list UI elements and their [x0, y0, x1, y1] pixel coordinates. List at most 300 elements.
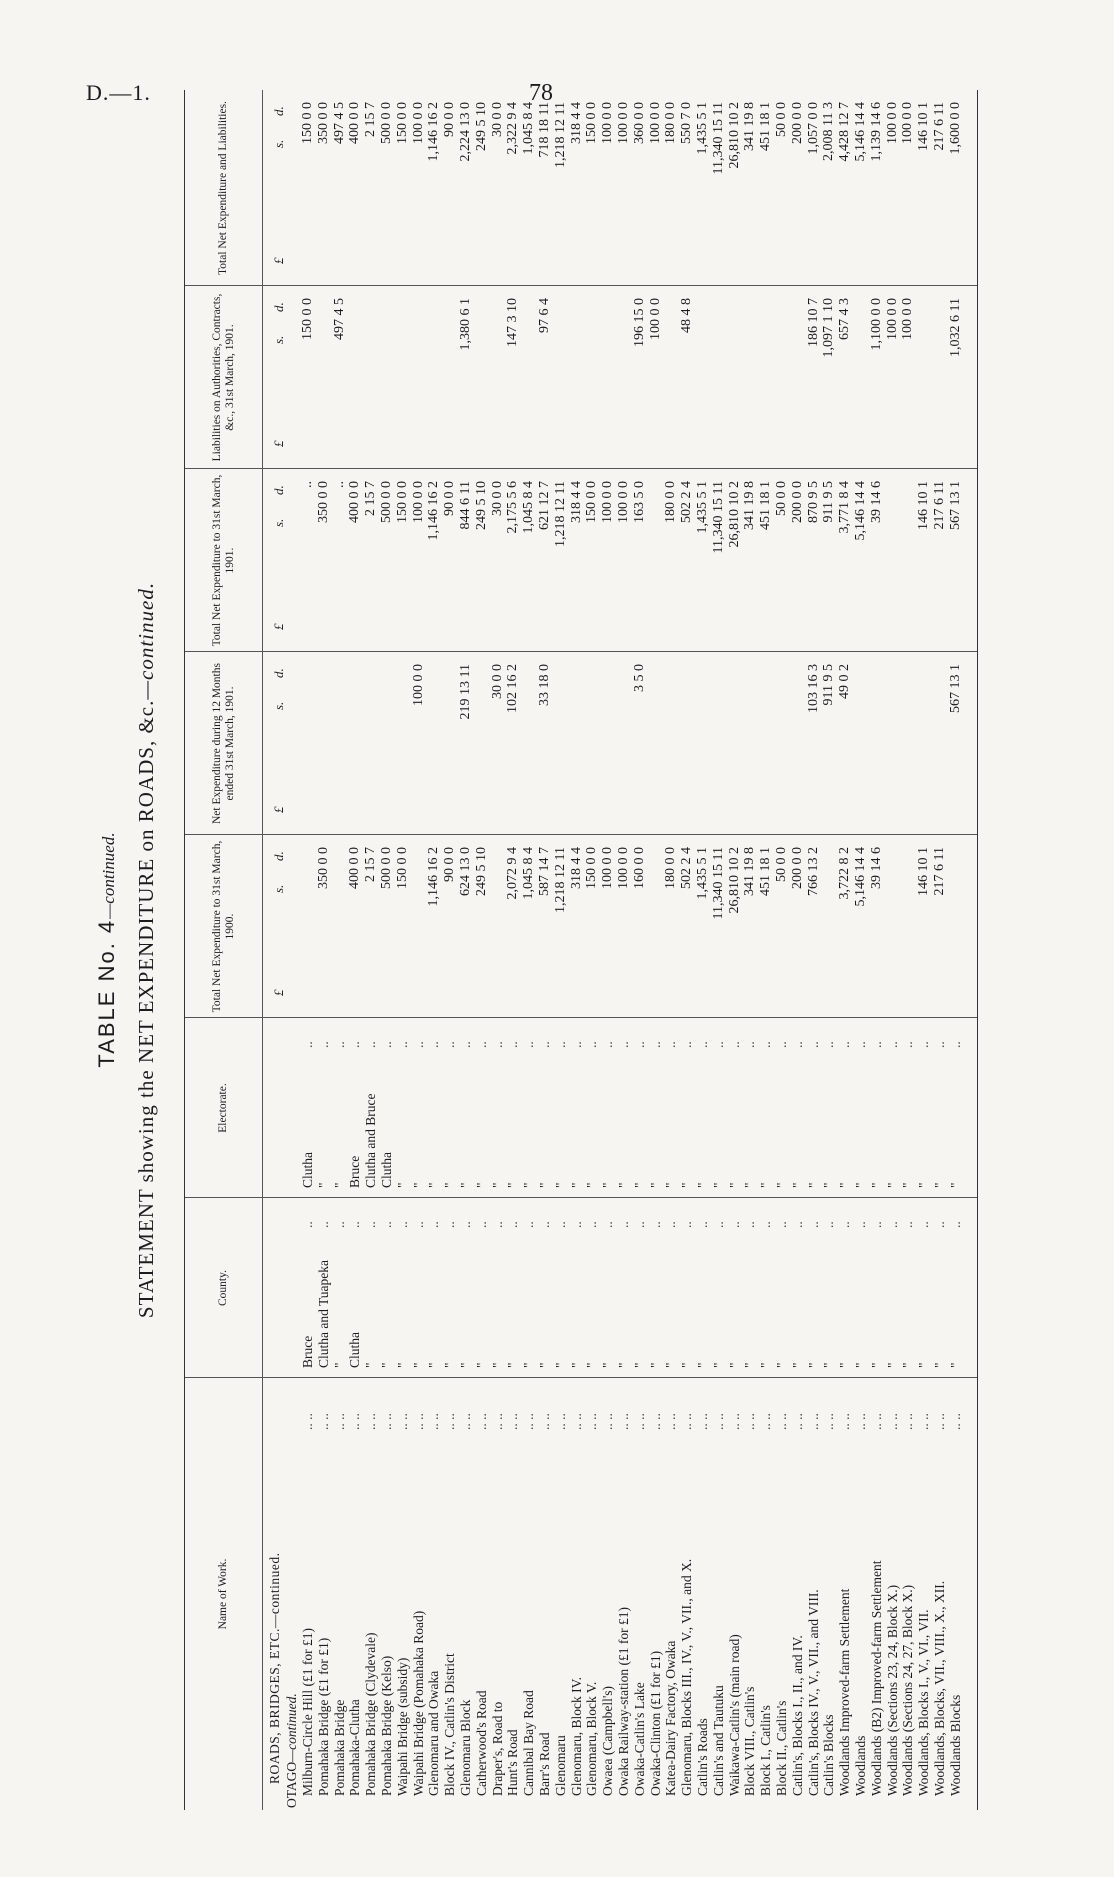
value-c5: 718 18 11 [537, 102, 552, 158]
leader-dots: .. [426, 1221, 442, 1228]
county: " [663, 1362, 679, 1368]
section-heading: ROADS, BRIDGES, ETC.—continued. [267, 1552, 282, 1784]
unit-pence-c3: d. [271, 485, 286, 495]
leader-dots: .. [331, 1221, 347, 1228]
value-c4: 100 0 0 [647, 298, 663, 340]
electorate: " [679, 1182, 695, 1188]
value-c1: 1,218 12 11 [552, 847, 568, 913]
table-statement: STATEMENT showing the NET EXPENDITURE on ROADS, &c.—continued. [134, 581, 158, 1319]
work-name: Block VIII., Catlin's [742, 1686, 758, 1796]
leader-dots: .. [821, 1221, 837, 1228]
value-c1: 2,072 9 4 [505, 847, 521, 900]
leader-dots: .. .. [647, 1413, 663, 1430]
work-name: Owaka-Catlin's Lake [631, 1682, 647, 1796]
leader-dots: .. [679, 1221, 695, 1228]
value-c1: 5,146 14 4 [853, 847, 868, 907]
leader-dots: .. .. [315, 1413, 331, 1430]
county: " [537, 1362, 552, 1368]
header-exp-12-months: Net Expenditure during 12 Months ended 31st March, 1901. [185, 652, 263, 835]
value-c5: 2 15 7 [363, 102, 379, 137]
work-name: Woodlands (Sections 23, 24, Block X.) [884, 1584, 900, 1796]
value-c1: 50 0 0 [774, 847, 789, 882]
value-c3: 90 0 0 [442, 481, 458, 516]
work-name: Waikawa-Catlin's (main road) [726, 1634, 742, 1796]
value-c1: 587 14 7 [537, 847, 552, 896]
value-c1: 100 0 0 [600, 847, 616, 889]
electorate: " [631, 1182, 647, 1188]
leader-dots: .. [647, 1221, 663, 1228]
work-name: Pomahaka Bridge (Clydevale) [363, 1632, 379, 1796]
county: " [837, 1362, 853, 1368]
value-c4: 1,380 6 1 [458, 298, 473, 351]
work-name: Katea-Dairy Factory, Owaka [663, 1640, 679, 1796]
value-c3: 30 0 0 [489, 481, 505, 516]
work-name: Owaka Railway-station (£1 for £1) [616, 1607, 631, 1796]
county: " [600, 1362, 616, 1368]
county: " [647, 1362, 663, 1368]
county: " [473, 1362, 489, 1368]
value-c1: 341 19 8 [742, 847, 758, 896]
value-c3: .. [300, 481, 315, 488]
unit-shillings-c1: s. [271, 884, 286, 893]
unit-pound-c1: £ [271, 989, 286, 996]
leader-dots: .. [679, 1041, 695, 1048]
value-c3: 341 19 8 [742, 481, 758, 530]
leader-dots: .. [410, 1041, 426, 1048]
value-c4: 147 3 10 [505, 298, 521, 347]
electorate: " [521, 1182, 537, 1188]
county: " [947, 1362, 963, 1368]
leader-dots: .. .. [473, 1413, 489, 1430]
value-c3: 217 6 11 [932, 481, 947, 530]
value-c2: 911 9 5 [821, 664, 837, 706]
electorate: " [568, 1182, 584, 1188]
work-name: Owaka-Clinton (£1 for £1) [647, 1650, 663, 1796]
unit-shillings-c5: s. [271, 139, 286, 148]
leader-dots: .. [868, 1041, 884, 1048]
value-c5: 550 7 0 [679, 102, 695, 144]
leader-dots: .. .. [695, 1413, 710, 1430]
value-c3: 1,435 5 1 [695, 481, 710, 534]
unit-pound-c4: £ [271, 440, 286, 447]
work-name: Block II., Catlin's [774, 1700, 789, 1796]
county: Clutha and Tuapeka [315, 1260, 331, 1368]
leader-dots: .. .. [821, 1413, 837, 1430]
leader-dots: .. .. [726, 1413, 742, 1430]
county: " [868, 1362, 884, 1368]
county: " [742, 1362, 758, 1368]
leader-dots: .. [600, 1041, 616, 1048]
leader-dots: .. .. [458, 1413, 473, 1430]
work-name: Cannibal Bay Road [521, 1690, 537, 1796]
work-name: Glenomaru and Owaka [426, 1670, 442, 1796]
leader-dots: .. [315, 1221, 331, 1228]
value-c3: 200 0 0 [789, 481, 805, 523]
unit-pence-c2: d. [271, 668, 286, 678]
work-name: Catlin's and Tautuku [710, 1685, 726, 1796]
value-c1: 1,146 16 2 [426, 847, 442, 907]
county: " [805, 1362, 821, 1368]
value-c5: 2,224 13 0 [458, 102, 473, 162]
value-c1: 180 0 0 [663, 847, 679, 889]
work-name: Woodlands Improved-farm Settlement [837, 1588, 853, 1796]
county: " [410, 1362, 426, 1368]
work-name: Owaea (Campbell's) [600, 1685, 616, 1796]
electorate: " [742, 1182, 758, 1188]
value-c3: 11,340 15 11 [710, 481, 726, 554]
leader-dots: .. [616, 1221, 631, 1228]
section-district: OTAGO—continued. [284, 1693, 299, 1808]
value-c3: 1,218 12 11 [552, 481, 568, 547]
leader-dots: .. [473, 1041, 489, 1048]
leader-dots: .. [695, 1221, 710, 1228]
value-c4: 48 4 8 [679, 298, 695, 333]
value-c3: 100 0 0 [410, 481, 426, 523]
work-name: Glenomaru, Block V. [584, 1681, 600, 1796]
work-name: Pomahaka Bridge (Kelso) [379, 1655, 394, 1796]
leader-dots: .. [505, 1221, 521, 1228]
electorate: " [821, 1182, 837, 1188]
work-name: Draper's, Road to [489, 1701, 505, 1796]
value-c1: 350 0 0 [315, 847, 331, 889]
value-c5: 180 0 0 [663, 102, 679, 144]
leader-dots: .. [884, 1221, 900, 1228]
leader-dots: .. [726, 1041, 742, 1048]
leader-dots: .. .. [663, 1413, 679, 1430]
electorate: " [647, 1182, 663, 1188]
value-c1: 766 13 2 [805, 847, 821, 896]
value-c1: 100 0 0 [616, 847, 631, 889]
leader-dots: .. [379, 1041, 394, 1048]
work-name: Waipahi Bridge (subsidy) [394, 1657, 410, 1796]
value-c1: 1,435 5 1 [695, 847, 710, 900]
unit-pound-c5: £ [271, 257, 286, 264]
leader-dots: .. [394, 1041, 410, 1048]
value-c2: 30 0 0 [489, 664, 505, 699]
unit-pence-c5: d. [271, 106, 286, 116]
value-c3: .. [331, 481, 347, 488]
county: " [505, 1362, 521, 1368]
leader-dots: .. [932, 1041, 947, 1048]
unit-pound-c2: £ [271, 806, 286, 813]
leader-dots: .. [442, 1221, 458, 1228]
electorate: " [442, 1182, 458, 1188]
value-c5: 100 0 0 [900, 102, 916, 144]
value-c3: 451 18 1 [758, 481, 774, 530]
leader-dots: .. [489, 1041, 505, 1048]
electorate: " [458, 1182, 473, 1188]
county: " [379, 1362, 394, 1368]
leader-dots: .. .. [947, 1413, 963, 1430]
value-c1: 26,810 10 2 [726, 847, 742, 914]
value-c5: 1,600 0 0 [947, 102, 963, 155]
work-name: Glenomaru [552, 1735, 568, 1796]
header-liabilities: Liabilities on Authorities, Contracts, &c., 31st March, 1901. [185, 286, 263, 469]
value-c5: 4,428 12 7 [837, 102, 853, 162]
leader-dots: .. [947, 1041, 963, 1048]
electorate: " [315, 1182, 331, 1188]
value-c5: 100 0 0 [616, 102, 631, 144]
value-c4: 1,032 6 11 [947, 298, 963, 357]
leader-dots: .. .. [932, 1413, 947, 1430]
electorate: Clutha and Bruce [363, 1093, 379, 1188]
value-c1: 400 0 0 [347, 847, 363, 889]
value-c5: 5,146 14 4 [853, 102, 868, 162]
leader-dots: .. [631, 1041, 647, 1048]
leader-dots: .. .. [442, 1413, 458, 1430]
work-name: Glenomaru Block [458, 1699, 473, 1796]
leader-dots: .. .. [363, 1413, 379, 1430]
value-c4: 1,097 1 10 [821, 298, 837, 358]
county: " [458, 1362, 473, 1368]
value-c1: 502 2 4 [679, 847, 695, 889]
value-c5: 217 6 11 [932, 102, 947, 151]
electorate: " [947, 1182, 963, 1188]
value-c3: 100 0 0 [616, 481, 631, 523]
value-c3: 502 2 4 [679, 481, 695, 523]
leader-dots: .. [695, 1041, 710, 1048]
county: " [426, 1362, 442, 1368]
value-c3: 50 0 0 [774, 481, 789, 516]
value-c3: 249 5 10 [473, 481, 489, 530]
leader-dots: .. [663, 1221, 679, 1228]
county: " [853, 1362, 868, 1368]
electorate: " [616, 1182, 631, 1188]
leader-dots: .. [505, 1041, 521, 1048]
county: " [679, 1362, 695, 1368]
value-c1: 217 6 11 [932, 847, 947, 896]
electorate: " [552, 1182, 568, 1188]
value-c5: 497 4 5 [331, 102, 347, 144]
electorate: " [695, 1182, 710, 1188]
leader-dots: .. .. [805, 1413, 821, 1430]
work-name: Pomahaka Bridge [331, 1699, 347, 1796]
electorate: " [789, 1182, 805, 1188]
county: " [932, 1362, 947, 1368]
county: " [521, 1362, 537, 1368]
value-c3: 400 0 0 [347, 481, 363, 523]
value-c4: 100 0 0 [884, 298, 900, 340]
value-c4: 150 0 0 [300, 298, 315, 340]
value-c3: 180 0 0 [663, 481, 679, 523]
electorate: " [805, 1182, 821, 1188]
leader-dots: .. [916, 1221, 932, 1228]
value-c5: 1,139 14 6 [868, 102, 884, 162]
leader-dots: .. [331, 1041, 347, 1048]
electorate: Bruce [347, 1155, 363, 1188]
leader-dots: .. [710, 1221, 726, 1228]
work-name: Milburn-Circle Hill (£1 for £1) [300, 1628, 315, 1796]
leader-dots: .. .. [505, 1413, 521, 1430]
value-c2: 3 5 0 [631, 664, 647, 692]
county: " [774, 1362, 789, 1368]
electorate: " [774, 1182, 789, 1188]
page-code: D.—1. [86, 80, 151, 105]
expenditure-table [184, 90, 978, 1810]
value-c3: 150 0 0 [394, 481, 410, 523]
county: " [916, 1362, 932, 1368]
unit-shillings-c2: s. [271, 701, 286, 710]
work-name: Catlin's Blocks [821, 1714, 837, 1796]
value-c1: 200 0 0 [789, 847, 805, 889]
electorate: " [537, 1182, 552, 1188]
leader-dots: .. [663, 1041, 679, 1048]
leader-dots: .. [758, 1221, 774, 1228]
value-c5: 90 0 0 [442, 102, 458, 137]
county: " [695, 1362, 710, 1368]
value-c2: 100 0 0 [410, 664, 426, 706]
leader-dots: .. [521, 1221, 537, 1228]
leader-dots: .. .. [410, 1413, 426, 1430]
leader-dots: .. .. [774, 1413, 789, 1430]
value-c4: 657 4 3 [837, 298, 853, 340]
col-exp-12-months [185, 651, 977, 835]
value-c1: 90 0 0 [442, 847, 458, 882]
leader-dots: .. [521, 1041, 537, 1048]
page-number: 78 [529, 80, 553, 106]
value-c5: 318 4 4 [568, 102, 584, 144]
value-c3: 1,146 16 2 [426, 481, 442, 541]
value-c3: 844 6 11 [458, 481, 473, 530]
leader-dots: .. [853, 1221, 868, 1228]
leader-dots: .. [584, 1041, 600, 1048]
value-c3: 100 0 0 [600, 481, 616, 523]
leader-dots: .. [900, 1221, 916, 1228]
work-name: Catlin's, Blocks I., II., and IV. [789, 1635, 805, 1796]
value-c5: 1,435 5 1 [695, 102, 710, 155]
electorate: " [489, 1182, 505, 1188]
value-c3: 500 0 0 [379, 481, 394, 523]
work-name: Block I., Catlin's [758, 1705, 774, 1796]
value-c5: 100 0 0 [410, 102, 426, 144]
county: " [710, 1362, 726, 1368]
county: " [884, 1362, 900, 1368]
leader-dots: .. .. [426, 1413, 442, 1430]
leader-dots: .. [789, 1041, 805, 1048]
leader-dots: .. .. [489, 1413, 505, 1430]
value-c4: 186 10 7 [805, 298, 821, 347]
leader-dots: .. [300, 1221, 315, 1228]
value-c3: 150 0 0 [584, 481, 600, 523]
leader-dots: .. [616, 1041, 631, 1048]
unit-pence-c1: d. [271, 851, 286, 861]
leader-dots: .. [552, 1221, 568, 1228]
leader-dots: .. [884, 1041, 900, 1048]
value-c5: 50 0 0 [774, 102, 789, 137]
value-c5: 341 19 8 [742, 102, 758, 151]
leader-dots: .. [458, 1221, 473, 1228]
county: " [821, 1362, 837, 1368]
leader-dots: .. [537, 1041, 552, 1048]
value-c4: 1,100 0 0 [868, 298, 884, 351]
value-c2: 49 0 2 [837, 664, 853, 699]
leader-dots: .. .. [742, 1413, 758, 1430]
value-c1: 150 0 0 [584, 847, 600, 889]
value-c1: 160 0 0 [631, 847, 647, 889]
leader-dots: .. [805, 1041, 821, 1048]
value-c1: 11,340 15 11 [710, 847, 726, 920]
value-c3: 5,146 14 4 [853, 481, 868, 541]
work-name: Pomahaka Bridge (£1 for £1) [315, 1637, 331, 1796]
value-c4: 196 15 0 [631, 298, 647, 347]
leader-dots: .. .. [758, 1413, 774, 1430]
value-c5: 350 0 0 [315, 102, 331, 144]
value-c5: 249 5 10 [473, 102, 489, 151]
county: " [900, 1362, 916, 1368]
leader-dots: .. [647, 1041, 663, 1048]
value-c5: 150 0 0 [300, 102, 315, 144]
leader-dots: .. [584, 1221, 600, 1228]
value-c3: 1,045 8 4 [521, 481, 537, 534]
leader-dots: .. [868, 1221, 884, 1228]
value-c2: 33 18 0 [537, 664, 552, 706]
county: " [363, 1362, 379, 1368]
header-name: Name of Work. [185, 1378, 263, 1810]
value-c1: 318 4 4 [568, 847, 584, 889]
leader-dots: .. [394, 1221, 410, 1228]
table-titles [92, 90, 177, 1810]
county: Bruce [300, 1335, 315, 1368]
leader-dots: .. [363, 1221, 379, 1228]
leader-dots: .. [600, 1221, 616, 1228]
leader-dots: .. .. [616, 1413, 631, 1430]
electorate: " [868, 1182, 884, 1188]
electorate: " [853, 1182, 868, 1188]
value-c3: 350 0 0 [315, 481, 331, 523]
county: " [584, 1362, 600, 1368]
unit-shillings-c3: s. [271, 518, 286, 527]
county: " [331, 1362, 347, 1368]
value-c3: 2 15 7 [363, 481, 379, 516]
leader-dots: .. .. [331, 1413, 347, 1430]
leader-dots: .. .. [537, 1413, 552, 1430]
value-c5: 1,218 12 11 [552, 102, 568, 168]
county: " [616, 1362, 631, 1368]
electorate: " [900, 1182, 916, 1188]
value-c1: 1,045 8 4 [521, 847, 537, 900]
value-c1: 3,722 8 2 [837, 847, 853, 900]
unit-pence-c4: d. [271, 302, 286, 312]
leader-dots: .. [742, 1041, 758, 1048]
value-c4: 100 0 0 [900, 298, 916, 340]
value-c3: 911 9 5 [821, 481, 837, 523]
leader-dots: .. [726, 1221, 742, 1228]
value-c3: 26,810 10 2 [726, 481, 742, 548]
leader-dots: .. .. [521, 1413, 537, 1430]
leader-dots: .. .. [552, 1413, 568, 1430]
leader-dots: .. [473, 1221, 489, 1228]
value-c5: 150 0 0 [584, 102, 600, 144]
value-c1: 39 14 6 [868, 847, 884, 889]
leader-dots: .. [442, 1041, 458, 1048]
electorate: " [837, 1182, 853, 1188]
county: Clutha [347, 1332, 363, 1368]
leader-dots: .. .. [853, 1413, 868, 1430]
work-name: Woodlands (Sections 24, 27, Block X.) [900, 1584, 916, 1796]
value-c1: 150 0 0 [394, 847, 410, 889]
value-c5: 30 0 0 [489, 102, 505, 137]
header-exp-1901: Total Net Expenditure to 31st March, 1901. [185, 469, 263, 652]
county: " [568, 1362, 584, 1368]
value-c2: 103 16 3 [805, 664, 821, 713]
value-c5: 451 18 1 [758, 102, 774, 151]
value-c2: 567 13 1 [947, 664, 963, 713]
value-c4: 97 6 4 [537, 298, 552, 333]
county: " [726, 1362, 742, 1368]
electorate: " [600, 1182, 616, 1188]
value-c3: 2,175 5 6 [505, 481, 521, 534]
leader-dots: .. [315, 1041, 331, 1048]
